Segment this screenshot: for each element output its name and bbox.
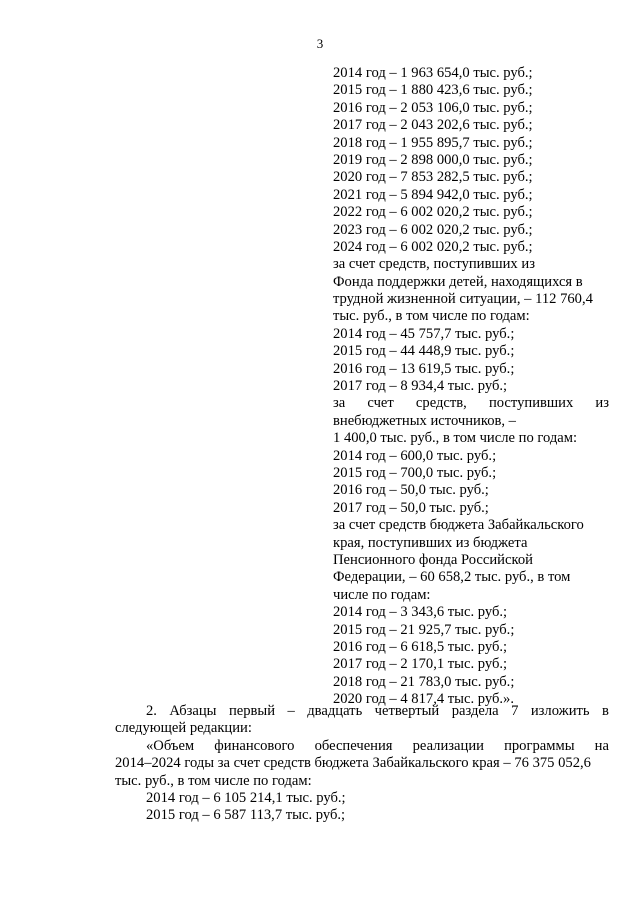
list-item: 2016 год – 50,0 тыс. руб.; <box>333 482 489 499</box>
text-line: следующей редакции: <box>115 720 252 737</box>
word: в <box>602 703 609 719</box>
word: поступивших <box>488 395 574 412</box>
list-item: 2017 год – 2 043 202,6 тыс. руб.; <box>333 117 533 134</box>
funding-column <box>333 65 609 708</box>
fund-years-list <box>333 326 609 396</box>
list-item: 2020 год – 7 853 282,5 тыс. руб.; <box>333 169 533 186</box>
word: – <box>287 703 295 719</box>
word: счет <box>367 395 394 412</box>
word: на <box>594 737 609 754</box>
list-item: 2014 год – 45 757,7 тыс. руб.; <box>333 325 515 342</box>
list-item: 2014 год – 3 343,6 тыс. руб.; <box>333 604 508 621</box>
word: реализации <box>412 737 484 754</box>
text-line: тыс. руб., в том числе по годам: <box>115 772 312 789</box>
list-item: 2015 год – 700,0 тыс. руб.; <box>333 464 497 481</box>
text-line: края, поступивших из бюджета <box>333 534 528 551</box>
list-item: 2017 год – 50,0 тыс. руб.; <box>333 499 489 516</box>
list-item: 2016 год – 2 053 106,0 тыс. руб.; <box>333 99 533 116</box>
word: двадцать <box>307 703 363 719</box>
text-line: Пенсионного фонда Российской <box>333 551 533 568</box>
word: программы <box>504 737 575 754</box>
fund-paragraph <box>333 256 609 326</box>
list-item: 2017 год – 8 934,4 тыс. руб.; <box>333 378 508 395</box>
list-item: 2016 год – 13 619,5 тыс. руб.; <box>333 360 515 377</box>
word: раздела <box>451 703 499 719</box>
text-line: за счет средств бюджета Забайкальского <box>333 517 584 534</box>
text-line: 1 400,0 тыс. руб., в том числе по годам: <box>333 430 578 447</box>
text-line: трудной жизненной ситуации, – 112 760,4 <box>333 291 593 308</box>
list-item: 2015 год – 21 925,7 тыс. руб.; <box>333 621 515 638</box>
pension-years-list <box>333 604 609 708</box>
text-line: Фонда поддержки детей, находящихся в <box>333 273 583 290</box>
text-line: внебюджетных источников, – <box>333 412 516 429</box>
text-line: Федерации, – 60 658,2 тыс. руб., в том <box>333 569 571 586</box>
list-item: 2023 год – 6 002 020,2 тыс. руб.; <box>333 221 533 238</box>
text-line: тыс. руб., в том числе по годам: <box>333 308 530 325</box>
list-item: 2015 год – 6 587 113,7 тыс. руб.; <box>146 807 346 824</box>
extrabudget-years-list <box>333 448 609 518</box>
item-2-line <box>115 703 609 720</box>
list-item: 2015 год – 1 880 423,6 тыс. руб.; <box>333 82 533 99</box>
text-line: 2014–2024 годы за счет средств бюджета Забайкальского края – 76 375 052,6 <box>115 755 591 772</box>
page-number: 3 <box>316 36 324 51</box>
list-item: 2016 год – 6 618,5 тыс. руб.; <box>333 638 508 655</box>
word: «Объем <box>146 737 195 754</box>
text-line: числе по годам: <box>333 586 431 603</box>
word: 7 <box>511 703 519 719</box>
list-item: 2014 год – 600,0 тыс. руб.; <box>333 447 497 464</box>
word: из <box>595 395 609 412</box>
list-item: 2020 год – 4 817,4 тыс. руб.». <box>333 691 514 708</box>
list-item: 2021 год – 5 894 942,0 тыс. руб.; <box>333 186 533 203</box>
text-line: за счет средств, поступивших из <box>333 256 535 273</box>
quote-line <box>115 738 609 755</box>
word: за <box>333 395 346 412</box>
list-item: 2019 год – 2 898 000,0 тыс. руб.; <box>333 151 533 168</box>
body-text <box>115 703 609 825</box>
extrabudget-paragraph <box>333 395 609 447</box>
word: четвертый <box>374 703 440 719</box>
list-item: 2022 год – 6 002 020,2 тыс. руб.; <box>333 204 533 221</box>
list-item: 2014 год – 1 963 654,0 тыс. руб.; <box>333 65 533 81</box>
word: обеспечения <box>314 737 393 754</box>
word: изложить <box>530 703 590 719</box>
list-item: 2018 год – 1 955 895,7 тыс. руб.; <box>333 134 533 151</box>
word: 2. <box>146 703 157 719</box>
list-item: 2017 год – 2 170,1 тыс. руб.; <box>333 656 508 673</box>
list-item: 2015 год – 44 448,9 тыс. руб.; <box>333 343 515 360</box>
word: первый <box>228 703 276 719</box>
word: Абзацы <box>169 703 217 719</box>
pension-paragraph <box>333 517 609 604</box>
list-item: 2014 год – 6 105 214,1 тыс. руб.; <box>146 789 346 806</box>
main-years-list <box>333 65 609 256</box>
word: финансового <box>214 737 295 754</box>
list-item: 2018 год – 21 783,0 тыс. руб.; <box>333 673 515 690</box>
list-item: 2024 год – 6 002 020,2 тыс. руб.; <box>333 238 533 255</box>
justified-line <box>333 395 609 412</box>
word: средств, <box>415 395 467 412</box>
